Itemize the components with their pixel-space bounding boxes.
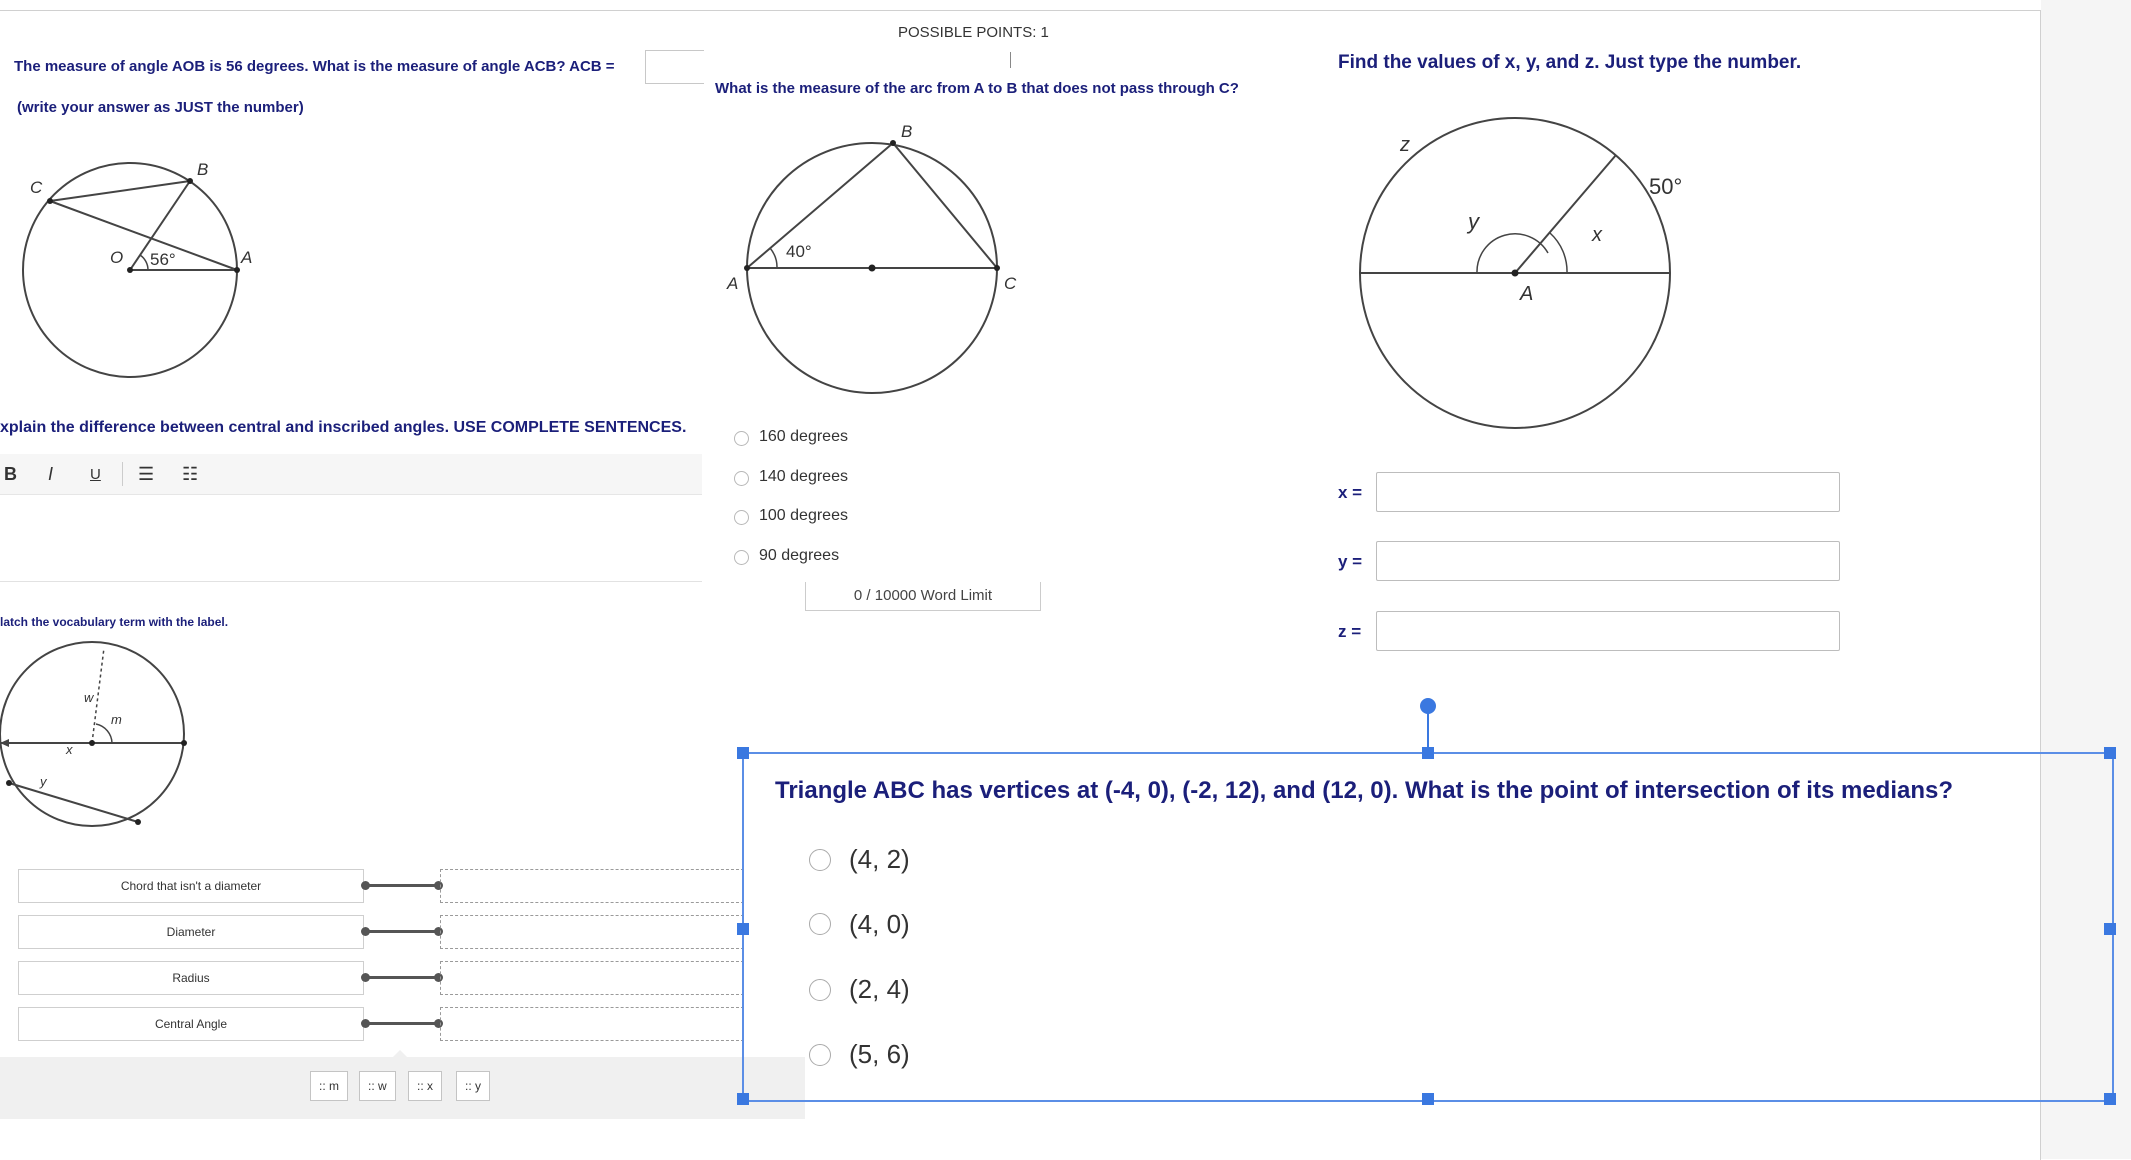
resize-handle-tm[interactable]: [1422, 747, 1434, 759]
z-label: z =: [1338, 622, 1362, 641]
cursor-mark: [1010, 52, 1011, 68]
match-question-text: latch the vocabulary term with the label.: [0, 615, 229, 629]
possible-points: POSSIBLE POINTS: 1: [898, 24, 1049, 41]
resize-handle-tl[interactable]: [737, 747, 749, 759]
bullet-list-icon[interactable]: ☰: [138, 464, 155, 484]
circle-figure-vocab: [0, 640, 200, 840]
explain-editor[interactable]: [0, 495, 702, 582]
xyz-question-text: Find the values of x, y, and z. Just type the number.: [1338, 52, 1802, 73]
median-question-text: Triangle ABC has vertices at (-4, 0), (-2, 12), and (12, 0). What is the point of intersection of its medians?: [775, 777, 1954, 804]
label-b: B: [197, 160, 209, 179]
resize-handle-tr[interactable]: [2104, 747, 2116, 759]
label-a: A: [1520, 283, 1534, 305]
rotate-handle[interactable]: [1420, 698, 1436, 714]
connector-1: [365, 884, 439, 887]
bank-pointer: [392, 1050, 408, 1058]
median-option-radio-2[interactable]: [809, 913, 831, 935]
median-option-4[interactable]: (5, 6): [849, 1039, 910, 1069]
chip-y[interactable]: :: y: [456, 1071, 490, 1101]
label-x: x: [66, 742, 73, 757]
term-radius: Radius: [18, 961, 364, 995]
drop-zone-3[interactable]: [440, 961, 744, 995]
editor-toolbar: [0, 454, 702, 495]
resize-handle-bm[interactable]: [1422, 1093, 1434, 1105]
angle-question-text: The measure of angle AOB is 56 degrees. What is the measure of angle ACB? ACB =: [14, 58, 615, 75]
circle-figure-acb: [0, 150, 260, 390]
label-x: x: [1592, 224, 1602, 246]
answer-bank: [0, 1057, 805, 1119]
drop-zone-1[interactable]: [440, 869, 744, 903]
arc-option-radio-2[interactable]: [734, 471, 749, 486]
angle-56: 56°: [150, 250, 176, 269]
word-limit: 0 / 10000 Word Limit: [805, 582, 1041, 611]
angle-40: 40°: [786, 242, 812, 261]
angle-question-note: (write your answer as JUST the number): [17, 99, 304, 116]
label-m: m: [111, 712, 122, 727]
median-option-2[interactable]: (4, 0): [849, 909, 910, 939]
label-a: A: [727, 274, 739, 293]
chip-w[interactable]: :: w: [359, 1071, 396, 1101]
resize-handle-ml[interactable]: [737, 923, 749, 935]
label-z: z: [1400, 134, 1410, 156]
term-chord: Chord that isn't a diameter: [18, 869, 364, 903]
resize-handle-br[interactable]: [2104, 1093, 2116, 1105]
label-c: C: [1004, 274, 1017, 293]
arc-option-4[interactable]: 90 degrees: [759, 547, 840, 564]
connector-2: [365, 930, 439, 933]
median-option-radio-1[interactable]: [809, 849, 831, 871]
label-y: y: [1468, 209, 1479, 234]
circle-figure-arc: [720, 115, 1030, 405]
toolbar-divider: [122, 462, 123, 486]
z-input[interactable]: [1376, 611, 1840, 651]
arc-option-radio-4[interactable]: [734, 550, 749, 565]
y-label: y =: [1338, 552, 1363, 571]
acb-answer-input[interactable]: [645, 50, 704, 84]
chip-m[interactable]: :: m: [310, 1071, 348, 1101]
circle-figure-xyz: [1340, 115, 1700, 435]
drop-zone-4[interactable]: [440, 1007, 744, 1041]
label-c: C: [30, 178, 43, 197]
median-option-1[interactable]: (4, 2): [849, 844, 910, 874]
underline-button[interactable]: U: [90, 466, 101, 483]
connector-3: [365, 976, 439, 979]
angle-50: 50°: [1649, 174, 1683, 199]
label-w: w: [84, 690, 94, 705]
explain-question-text: xplain the difference between central and inscribed angles. USE COMPLETE SENTENCES.: [0, 419, 687, 436]
arc-option-1[interactable]: 160 degrees: [759, 428, 848, 445]
x-label: x =: [1338, 483, 1363, 502]
term-diameter: Diameter: [18, 915, 364, 949]
bold-button[interactable]: B: [4, 464, 17, 484]
label-a: A: [241, 248, 253, 267]
median-option-radio-3[interactable]: [809, 979, 831, 1001]
arc-option-radio-1[interactable]: [734, 431, 749, 446]
chip-x[interactable]: :: x: [408, 1071, 442, 1101]
label-y: y: [40, 774, 47, 789]
x-input[interactable]: [1376, 472, 1840, 512]
arc-option-2[interactable]: 140 degrees: [759, 468, 848, 485]
median-option-3[interactable]: (2, 4): [849, 974, 910, 1004]
label-o: O: [110, 248, 124, 267]
drop-zone-2[interactable]: [440, 915, 744, 949]
arc-option-radio-3[interactable]: [734, 510, 749, 525]
arc-question-text: What is the measure of the arc from A to B that does not pass through C?: [715, 80, 1239, 97]
y-input[interactable]: [1376, 541, 1840, 581]
resize-handle-bl[interactable]: [737, 1093, 749, 1105]
resize-handle-mr[interactable]: [2104, 923, 2116, 935]
label-b: B: [901, 122, 913, 141]
connector-4: [365, 1022, 439, 1025]
median-option-radio-4[interactable]: [809, 1044, 831, 1066]
arc-option-3[interactable]: 100 degrees: [759, 507, 848, 524]
rotate-handle-line: [1427, 710, 1429, 752]
numbered-list-icon[interactable]: ☷: [182, 464, 199, 484]
italic-button[interactable]: I: [48, 464, 54, 484]
term-central-angle: Central Angle: [18, 1007, 364, 1041]
